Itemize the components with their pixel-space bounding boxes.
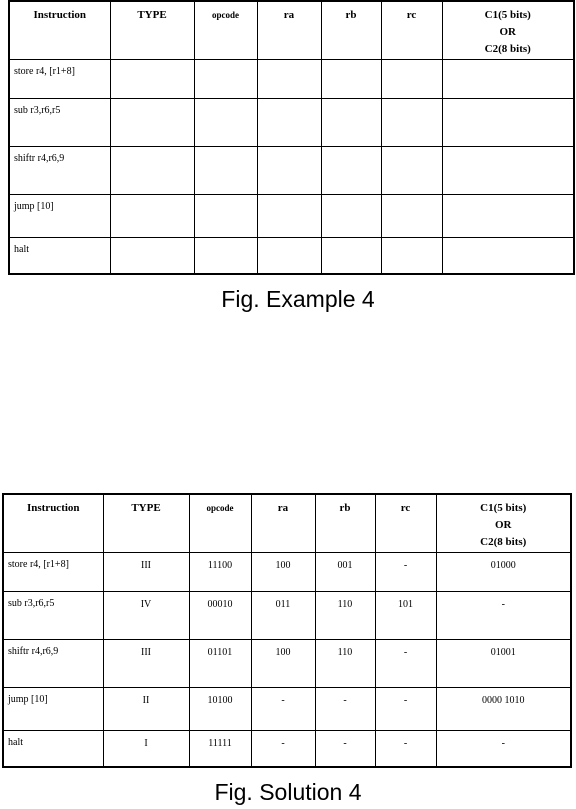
ra-cell (257, 59, 321, 98)
rb-cell (321, 194, 381, 237)
rc-cell: - (375, 730, 436, 767)
header-instruction: Instruction (9, 1, 110, 59)
header-c2: C2(8 bits) (480, 536, 527, 548)
header-row (3, 494, 571, 552)
rc-cell: - (375, 687, 436, 730)
rb-cell (321, 237, 381, 274)
ra-cell: 100 (251, 552, 315, 591)
instruction-cell: sub r3,r6,r5 (3, 591, 103, 639)
header-opcode: opcode (194, 1, 257, 59)
type-cell: I (103, 730, 189, 767)
table-row (9, 98, 574, 146)
table-row (3, 552, 571, 591)
header-type: TYPE (103, 494, 189, 552)
c-cell (442, 98, 574, 146)
header-or: OR (495, 519, 512, 531)
ra-cell: - (251, 687, 315, 730)
header-instruction: Instruction (3, 494, 103, 552)
instruction-cell: jump [10] (9, 194, 110, 237)
table-row (3, 591, 571, 639)
c-cell (442, 59, 574, 98)
rb-cell (321, 59, 381, 98)
type-cell: II (103, 687, 189, 730)
ra-cell (257, 98, 321, 146)
table-row (9, 59, 574, 98)
type-cell (110, 194, 194, 237)
header-type: TYPE (110, 1, 194, 59)
c-cell: 01001 (436, 639, 571, 687)
type-cell: III (103, 639, 189, 687)
c-cell: - (436, 730, 571, 767)
header-rb: rb (315, 494, 375, 552)
table-row (9, 146, 574, 194)
ra-cell: 011 (251, 591, 315, 639)
header-c1-c2 (442, 1, 574, 59)
c-cell: 01000 (436, 552, 571, 591)
table-row (9, 194, 574, 237)
rc-cell (381, 98, 442, 146)
rb-cell: 001 (315, 552, 375, 591)
ra-cell: 100 (251, 639, 315, 687)
type-cell (110, 237, 194, 274)
type-cell (110, 146, 194, 194)
opcode-cell: 10100 (189, 687, 251, 730)
type-cell (110, 59, 194, 98)
header-c1: C1(5 bits) (480, 502, 527, 514)
header-rb: rb (321, 1, 381, 59)
c-cell: - (436, 591, 571, 639)
instruction-cell: sub r3,r6,r5 (9, 98, 110, 146)
rc-cell (381, 59, 442, 98)
type-cell: IV (103, 591, 189, 639)
type-cell (110, 98, 194, 146)
header-opcode: opcode (189, 494, 251, 552)
header-row (9, 1, 574, 59)
opcode-cell (194, 194, 257, 237)
c-cell (442, 146, 574, 194)
instruction-cell: jump [10] (3, 687, 103, 730)
ra-cell (257, 194, 321, 237)
solution-caption: Fig. Solution 4 (214, 779, 362, 805)
header-ra: ra (257, 1, 321, 59)
instruction-cell: shiftr r4,r6,9 (3, 639, 103, 687)
example-caption: Fig. Example 4 (221, 286, 375, 312)
table-row (3, 687, 571, 730)
instruction-cell: halt (9, 237, 110, 274)
opcode-cell (194, 237, 257, 274)
rb-cell: - (315, 730, 375, 767)
rc-cell: - (375, 639, 436, 687)
header-c2: C2(8 bits) (484, 43, 531, 55)
header-ra: ra (251, 494, 315, 552)
c-cell (442, 237, 574, 274)
example-table (8, 0, 575, 275)
instruction-cell: halt (3, 730, 103, 767)
header-rc: rc (381, 1, 442, 59)
table-row (9, 237, 574, 274)
rb-cell: - (315, 687, 375, 730)
rc-cell (381, 146, 442, 194)
opcode-cell: 11100 (189, 552, 251, 591)
rb-cell (321, 98, 381, 146)
header-c1-c2 (436, 494, 571, 552)
instruction-cell: store r4, [r1+8] (3, 552, 103, 591)
rc-cell (381, 237, 442, 274)
opcode-cell: 11111 (189, 730, 251, 767)
rb-cell: 110 (315, 639, 375, 687)
instruction-cell: shiftr r4,r6,9 (9, 146, 110, 194)
ra-cell: - (251, 730, 315, 767)
ra-cell (257, 146, 321, 194)
opcode-cell (194, 59, 257, 98)
header-rc: rc (375, 494, 436, 552)
c-cell (442, 194, 574, 237)
opcode-cell (194, 98, 257, 146)
table-row (3, 639, 571, 687)
table-row (3, 730, 571, 767)
rc-cell: 101 (375, 591, 436, 639)
opcode-cell: 01101 (189, 639, 251, 687)
rb-cell (321, 146, 381, 194)
header-c1: C1(5 bits) (484, 9, 531, 21)
solution-table (2, 493, 572, 768)
c-cell: 0000 1010 (436, 687, 571, 730)
instruction-cell: store r4, [r1+8] (9, 59, 110, 98)
rc-cell: - (375, 552, 436, 591)
ra-cell (257, 237, 321, 274)
rb-cell: 110 (315, 591, 375, 639)
header-or: OR (499, 26, 516, 38)
rc-cell (381, 194, 442, 237)
opcode-cell: 00010 (189, 591, 251, 639)
type-cell: III (103, 552, 189, 591)
opcode-cell (194, 146, 257, 194)
